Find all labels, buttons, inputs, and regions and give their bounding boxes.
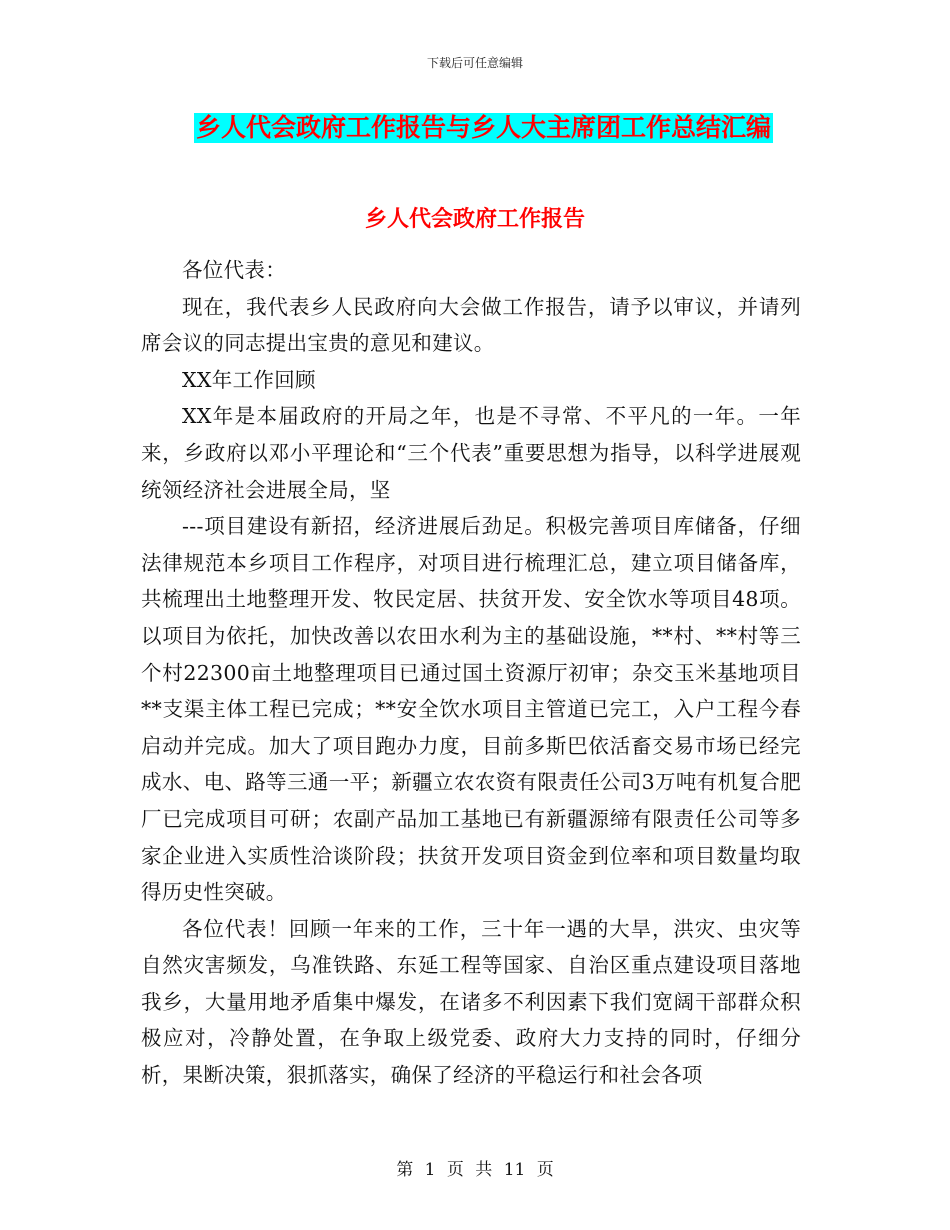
paragraph: ---项目建设有新招，经济进展后劲足。积极完善项目库储备，仔细法律规范本乡项目工作程序，对项目进行梳理汇总，建立项目储备库，共梳理出土地整理开发、牧民定居、扶贫开发、安全饮水等项目48项。以项目为依托，加快改善以农田水利为主的基础设施，**村、**村等三个村22300亩土地整理项目已通过国土资源厅初审；杂交玉米基地项目**支渠主体工程已完成；**安全饮水项目主管道已完工，入户工程今春启动并完成。加大了项目跑办力度，目前多斯巴依活畜交易市场已经完成水、电、路等三通一平；新疆立农农资有限责任公司3万吨有机复合肥厂已完成项目可研；农副产品加工基地已有新疆源缔有限责任公司等多家企业进入实质性洽谈阶段；扶贫开发项目资金到位率和项目数量均取得历史性突破。 <box>141 514 801 905</box>
page-footer: 第 1 页 共 11 页 <box>396 1160 554 1180</box>
paragraph: 各位代表！回顾一年来的工作，三十年一遇的大旱，洪灾、虫灾等自然灾害频发，乌准铁路、东延工程等国家、自治区重点建设项目落地我乡，大量用地矛盾集中爆发，在诸多不利因素下我们宽阔干部群众积极应对，冷静处置，在争取上级党委、政府大力支持的同时，仔细分析，果断决策，狠抓落实，确保了经济的平稳运行和社会各项 <box>141 916 801 1088</box>
header-note: 下载后可任意编辑 <box>426 56 523 70</box>
paragraph-salutation: 各位代表： <box>182 258 286 282</box>
paragraph: XX年是本届政府的开局之年，也是不寻常、不平凡的一年。一年来，乡政府以邓小平理论和“三个代表”重要思想为指导，以科学进展观统领经济社会进展全局，坚 <box>141 404 801 502</box>
main-title: 乡人代会政府工作报告与乡人大主席团工作总结汇编 <box>196 113 772 142</box>
section-heading: XX年工作回顾 <box>182 367 316 392</box>
document-body <box>141 222 801 1094</box>
paragraph: 现在，我代表乡人民政府向大会做工作报告，请予以审议，并请列席会议的同志提出宝贵的意见和建议。 <box>141 294 801 356</box>
sub-title: 乡人代会政府工作报告 <box>364 207 585 232</box>
